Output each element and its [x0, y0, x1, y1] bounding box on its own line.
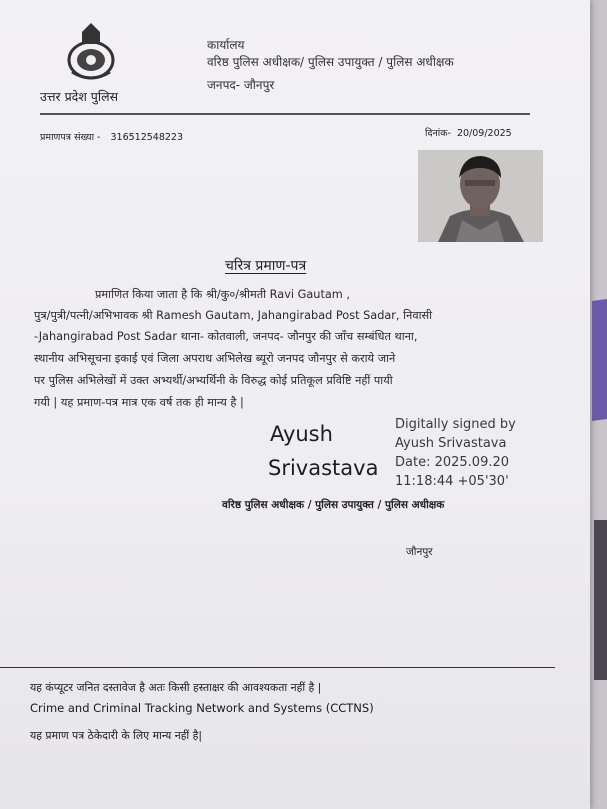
body-line-2: पुत्र/पुत्री/पत्नी/अभिभावक श्री Ramesh Gautam, Jahangirabad Post Sadar, निवासी [34, 309, 433, 322]
background-edge [592, 299, 607, 421]
background-edge-dark [594, 520, 607, 680]
signer-designation: वरिष्ठ पुलिस अधीक्षक / पुलिस उपायुक्त / पुलिस अधीक्षक [222, 499, 445, 511]
signer-district: जौनपुर [406, 546, 433, 558]
digital-signed-time: 11:18:44 +05'30' [395, 474, 509, 489]
header-divider [40, 113, 530, 115]
certificate-title: चरित्र प्रमाण-पत्र [225, 258, 307, 274]
person-photo-icon [418, 150, 543, 242]
footer-contract-note: यह प्रमाण पत्र ठेकेदारी के लिए मान्य नहीं है| [30, 729, 203, 742]
office-district: जनपद- जौनपुर [207, 78, 275, 92]
signer-name-first: Ayush [270, 422, 333, 446]
applicant-photo [418, 150, 543, 242]
footer-cctns: Crime and Criminal Tracking Network and Systems (CCTNS) [30, 701, 374, 715]
signer-name-last: Srivastava [268, 456, 379, 480]
certificate-number-value: 316512548223 [110, 132, 184, 143]
body-line-3: -Jahangirabad Post Sadar थाना- कोतवाली, जनपद- जौनपुर की जाँच सम्बंधित थाना, [34, 330, 418, 343]
body-line-1: प्रमाणित किया जाता है कि श्री/कु०/श्रीमती Ravi Gautam , [95, 288, 350, 301]
body-line-5: पर पुलिस अभिलेखों में उक्त अभ्यर्थी/अभ्यर्थिनी के विरुद्ध कोई प्रतिकूल प्रविष्टि नहीं पायी [34, 374, 393, 387]
body-line-6: गयी | यह प्रमाण-पत्र मात्र एक वर्ष तक ही मान्य है | [34, 396, 244, 409]
digital-signed-by: Ayush Srivastava [395, 436, 507, 451]
certificate-date [425, 126, 512, 139]
office-label: कार्यालय [207, 38, 245, 52]
certificate-number-label: प्रमाणपत्र संख्या - [40, 132, 101, 143]
office-designation: वरिष्ठ पुलिस अधीक्षक/ पुलिस उपायुक्त / पुलिस अधीक्षक [207, 55, 454, 69]
body-line-4: स्थानीय अभिसूचना इकाई एवं जिला अपराध अभिलेख ब्यूरो जनपद जौनपुर से कराये जाने [34, 352, 396, 365]
footer-computer-generated: यह कंप्यूटर जनित दस्तावेज है अतः किसी हस्ताक्षर की आवश्यकता नहीं है | [30, 681, 322, 694]
date-value: 20/09/2025 [456, 128, 512, 139]
certificate-number [40, 130, 183, 143]
date-label: दिनांक- [425, 128, 451, 139]
org-name: उत्तर प्रदेश पुलिस [40, 89, 119, 104]
up-police-emblem-icon [62, 20, 120, 82]
digital-signed-label: Digitally signed by [395, 417, 516, 432]
footer-divider [0, 667, 555, 668]
digital-signed-date: Date: 2025.09.20 [395, 455, 510, 470]
